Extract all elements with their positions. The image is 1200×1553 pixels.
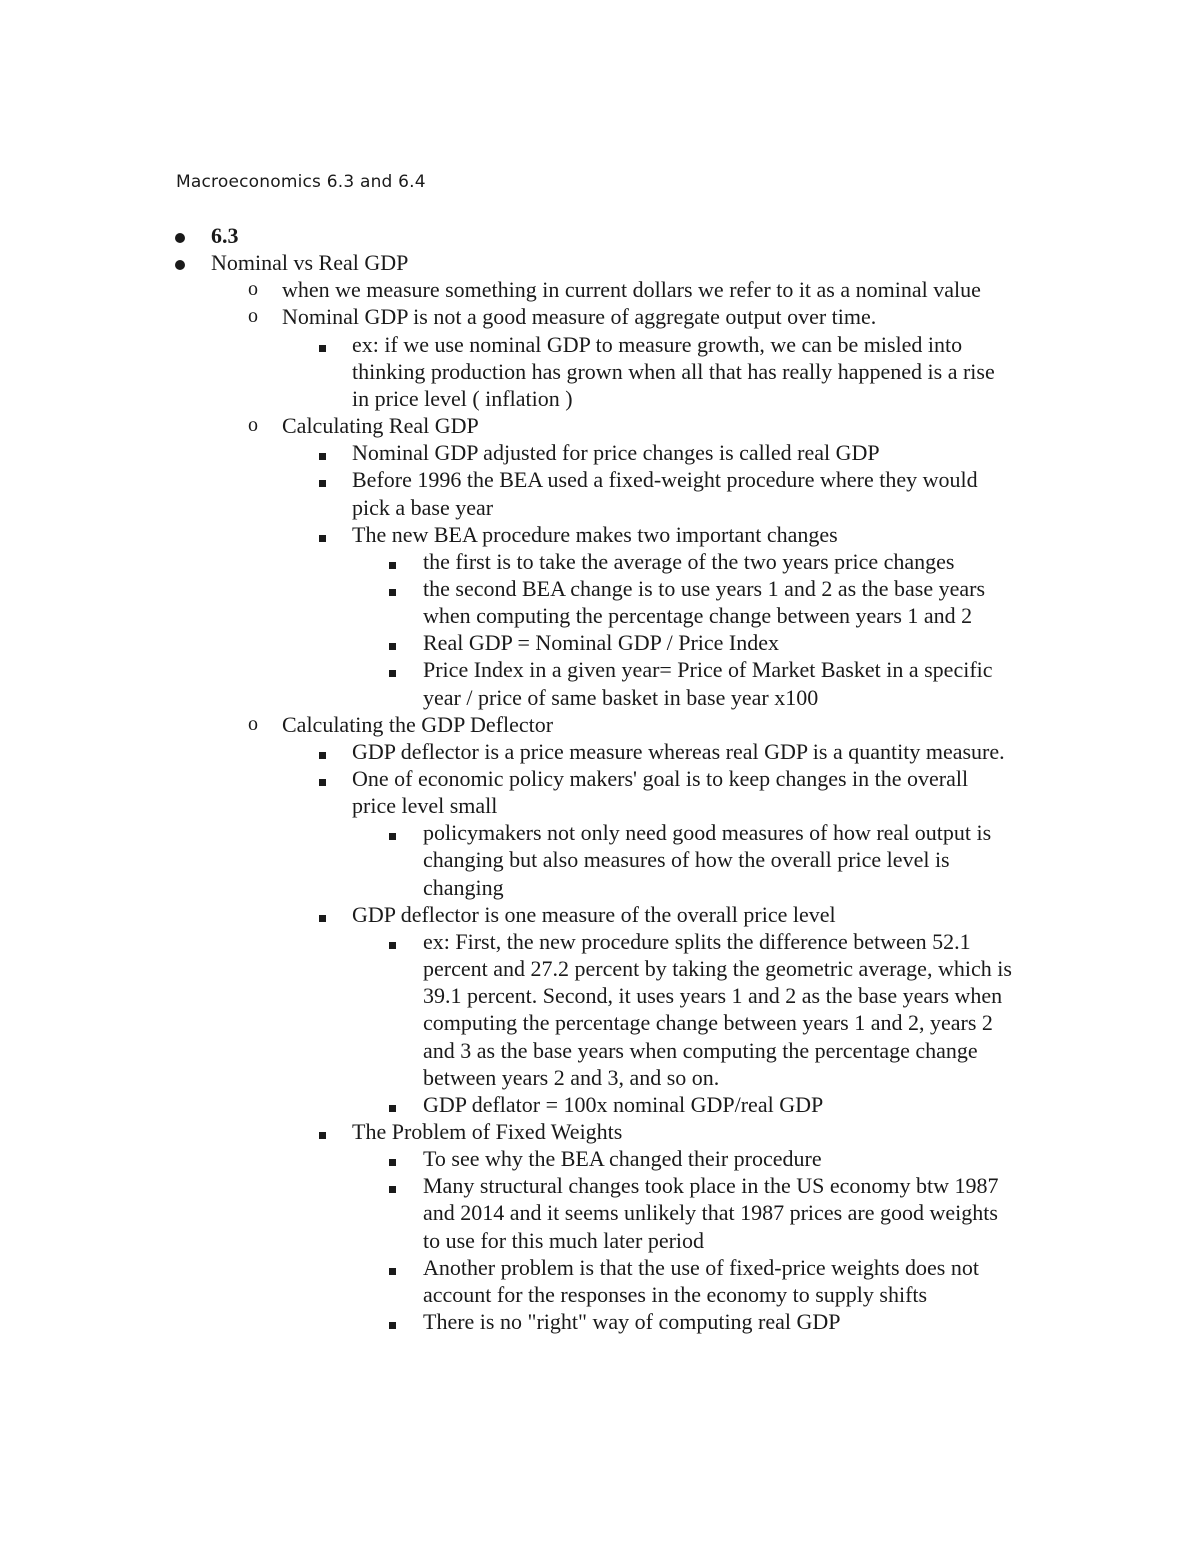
outline-line <box>0 602 1200 629</box>
outline-line <box>0 303 1200 330</box>
bullet-square-icon <box>389 1308 396 1335</box>
outline-line-text: Another problem is that the use of fixed-price weights does not <box>423 1255 979 1280</box>
outline-line <box>0 819 1200 846</box>
outline-line <box>0 575 1200 602</box>
outline-line-text: year / price of same basket in base year x100 <box>423 685 819 710</box>
outline-line-text: Price Index in a given year= Price of Market Basket in a specific <box>423 657 993 682</box>
bullet-square-icon <box>389 1254 396 1281</box>
outline-line-text: thinking production has grown when all that has really happened is a rise <box>352 359 995 384</box>
outline-line <box>0 656 1200 683</box>
outline-line-text: The new BEA procedure makes two important changes <box>352 522 838 547</box>
outline-line-text: GDP deflator = 100x nominal GDP/real GDP <box>423 1092 824 1117</box>
outline-line-text: and 2014 and it seems unlikely that 1987 prices are good weights <box>423 1200 998 1225</box>
bullet-circle-icon: o <box>248 278 258 300</box>
outline-line-text: To see why the BEA changed their procedure <box>423 1146 822 1171</box>
outline-line-text: changing but also measures of how the overall price level is <box>423 847 950 872</box>
outline-line-text: 39.1 percent. Second, it uses years 1 and 2 as the base years when <box>423 983 1003 1008</box>
bullet-square-icon <box>319 466 326 493</box>
bullet-square-icon <box>389 656 396 683</box>
outline-line <box>0 711 1200 738</box>
outline-line <box>0 1308 1200 1335</box>
outline-line <box>0 1091 1200 1118</box>
outline-line <box>0 439 1200 466</box>
outline-line <box>0 955 1200 982</box>
bullet-square-icon <box>389 629 396 656</box>
outline-line <box>0 901 1200 928</box>
outline-line-text: The Problem of Fixed Weights <box>352 1119 623 1144</box>
bullet-square-icon <box>319 738 326 765</box>
outline-line-text: percent and 27.2 percent by taking the geometric average, which is <box>423 956 1012 981</box>
outline-line <box>0 846 1200 873</box>
outline-line <box>0 928 1200 955</box>
bullet-square-icon <box>389 819 396 846</box>
outline-line-text: changing <box>423 875 504 900</box>
outline-line-text: GDP deflector is one measure of the overall price level <box>352 902 836 927</box>
bullet-square-icon <box>319 521 326 548</box>
outline-line <box>0 331 1200 358</box>
outline-line <box>0 1009 1200 1036</box>
bullet-square-icon <box>319 439 326 466</box>
outline-line-text: between years 2 and 3, and so on. <box>423 1065 720 1090</box>
outline-line-text: computing the percentage change between years 1 and 2, years 2 <box>423 1010 993 1035</box>
outline-line <box>0 466 1200 493</box>
outline-line-text: and 3 as the base years when computing the percentage change <box>423 1038 978 1063</box>
outline-line <box>0 1227 1200 1254</box>
outline-line-text: the first is to take the average of the two years price changes <box>423 549 955 574</box>
outline-line <box>0 738 1200 765</box>
outline-line-text: when computing the percentage change between years 1 and 2 <box>423 603 973 628</box>
outline-line <box>0 412 1200 439</box>
outline-line <box>0 494 1200 521</box>
outline-line-text: Nominal vs Real GDP <box>211 250 409 275</box>
outline-line <box>0 1254 1200 1281</box>
outline-line <box>0 684 1200 711</box>
outline-line <box>0 1037 1200 1064</box>
bullet-square-icon <box>389 575 396 602</box>
outline-line <box>0 385 1200 412</box>
bullet-dot-icon <box>175 249 185 276</box>
outline-line <box>0 358 1200 385</box>
bullet-square-icon <box>319 331 326 358</box>
bullet-circle-icon: o <box>248 305 258 327</box>
outline-line <box>0 1064 1200 1091</box>
bullet-square-icon <box>389 1091 396 1118</box>
outline-line-text: price level small <box>352 793 498 818</box>
outline-line-text: to use for this much later period <box>423 1228 705 1253</box>
outline-line-text: policymakers not only need good measures of how real output is <box>423 820 992 845</box>
outline-line-text: 6.3 <box>211 223 239 248</box>
outline-line-text: account for the responses in the economy to supply shifts <box>423 1282 928 1307</box>
outline-line <box>0 629 1200 656</box>
outline-line <box>0 249 1200 276</box>
bullet-square-icon <box>319 901 326 928</box>
bullet-square-icon <box>389 1145 396 1172</box>
outline-line <box>0 1145 1200 1172</box>
outline-line-text: Real GDP = Nominal GDP / Price Index <box>423 630 780 655</box>
outline-line <box>0 1199 1200 1226</box>
outline-line <box>0 1281 1200 1308</box>
outline-line <box>0 521 1200 548</box>
bullet-square-icon <box>319 1118 326 1145</box>
outline-line-text: ex: First, the new procedure splits the difference between 52.1 <box>423 929 971 954</box>
bullet-circle-icon: o <box>248 414 258 436</box>
bullet-dot-icon <box>175 222 185 249</box>
outline-line <box>0 548 1200 575</box>
outline-line-text: in price level ( inflation ) <box>352 386 573 411</box>
outline-line-text: Nominal GDP is not a good measure of aggregate output over time. <box>282 304 877 329</box>
outline-line <box>0 982 1200 1009</box>
outline-line-text: GDP deflector is a price measure whereas real GDP is a quantity measure. <box>352 739 1005 764</box>
outline-line-text: Calculating Real GDP <box>282 413 479 438</box>
outline-line <box>0 1118 1200 1145</box>
outline-line-text: pick a base year <box>352 495 494 520</box>
bullet-square-icon <box>389 928 396 955</box>
outline-line-text: when we measure something in current dollars we refer to it as a nominal value <box>282 277 981 302</box>
bullet-square-icon <box>319 765 326 792</box>
bullet-square-icon <box>389 548 396 575</box>
outline-line-text: Many structural changes took place in the US economy btw 1987 <box>423 1173 999 1198</box>
outline-line-text: Nominal GDP adjusted for price changes is called real GDP <box>352 440 880 465</box>
outline-line <box>0 765 1200 792</box>
outline-line <box>0 1172 1200 1199</box>
outline-line-text: There is no "right" way of computing real GDP <box>423 1309 841 1334</box>
outline-line <box>0 874 1200 901</box>
bullet-circle-icon: o <box>248 713 258 735</box>
bullet-square-icon <box>389 1172 396 1199</box>
outline-line-text: Calculating the GDP Deflector <box>282 712 554 737</box>
outline-line <box>0 792 1200 819</box>
document-title: Macroeconomics 6.3 and 6.4 <box>176 172 426 192</box>
outline-line-text: ex: if we use nominal GDP to measure growth, we can be misled into <box>352 332 963 357</box>
outline-line-text: Before 1996 the BEA used a fixed-weight procedure where they would <box>352 467 978 492</box>
outline-line-text: the second BEA change is to use years 1 and 2 as the base years <box>423 576 986 601</box>
outline-line <box>0 222 1200 249</box>
outline-line <box>0 276 1200 303</box>
outline-line-text: One of economic policy makers' goal is to keep changes in the overall <box>352 766 969 791</box>
